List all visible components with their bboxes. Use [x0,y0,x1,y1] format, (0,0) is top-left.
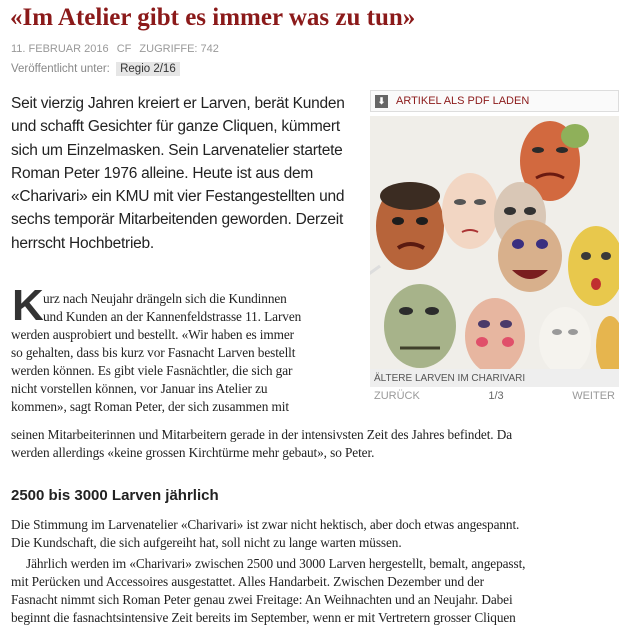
masks-photo [370,116,619,369]
gallery-photo[interactable] [370,116,619,369]
pdf-icon: ⬇ [375,95,388,108]
body-line: Jährlich werden im «Charivari» zwischen 2500 und 3000 Larven hergestellt, bemalt, angepasst, [26,556,526,571]
body-line: nicht vorstellen können, vor Januar ins Atelier zu [11,381,268,396]
mask-laughing-face [498,220,562,292]
mask-pale-face [442,173,498,249]
gallery-next-button[interactable]: WEITER [572,390,615,402]
body-line: beginnt die fasnachtsintensive Zeit bereits im September, wenn er mit Vertretern grosser Cliquen [11,610,516,625]
body-line: kommen», sagt Roman Peter, der sich zusammen mit [11,399,289,414]
body-line: so gehalten, dass bis kurz vor Fasnacht Larven bestellt [11,345,296,360]
body-line: Die Stimmung im Larvenatelier «Charivari» ist zwar nicht hektisch, aber doch etwas angespannt. [11,517,520,532]
mask-green-face [384,284,456,368]
body-line: Fasnacht nimmt sich Roman Peter genau zwei Freitage: An Weihnachten und an Neujahr. Dabei [11,592,513,607]
body-line: seinen Mitarbeiterinnen und Mitarbeitern gerade in der intensivsten Zeit des Jahres befindet. Da [11,427,513,442]
body-line: und Kunden an der Kannenfeldstrasse 11. Larven [43,309,302,324]
article-author: CF [116,43,132,55]
article-lead: Seit vierzig Jahren kreiert er Larven, berät Kunden und schafft Gesichter für ganze Cliquen, kümmert sich um Einzelmasken. Sein Larvenatelier startete Roman Peter 1976 alleine. Heute ist aus dem «Charivari» ein KMU mit vier Festangestellten und sechs temporär Mitarbeitenden geworden. Derzeit herrscht Hochbetrieb. [11,95,345,252]
pdf-download-button[interactable] [370,90,619,112]
drop-cap: K [12,281,44,330]
published-label: Veröffentlicht unter: [11,63,110,75]
image-gallery [370,90,619,405]
body-line: werden ausprobiert und bestellt. «Wir haben es immer [11,327,295,342]
section-heading: 2500 bis 3000 Larven jährlich [11,487,219,504]
article-hits: ZUGRIFFE: 742 [139,43,219,55]
body-line: urz nach Neujahr drängeln sich die Kundinnen [43,291,287,306]
body-line: Die Kundschaft, die sich aufgereiht hat, soll nicht zu lange warten müssen. [11,535,402,550]
body-line: werden allerdings «keine grossen Kirchtürme mehr gebaut», so Peter. [11,445,375,460]
gallery-nav [370,387,619,405]
body-line: mit Perücken und Accessoires ausgestattet. Alles Handarbeit. Zwischen Dezember und der [11,574,484,589]
pdf-download-label: ARTIKEL ALS PDF LADEN [396,95,530,107]
gallery-caption: ÄLTERE LARVEN IM CHARIVARI [370,369,619,387]
gallery-counter: 1/3 [488,390,504,402]
gallery-prev-button[interactable]: ZURÜCK [374,390,420,402]
published-under [11,62,180,76]
article-title: «Im Atelier gibt es immer was zu tun» [10,4,416,31]
article-meta [11,43,224,55]
body-line: werden können. Es gibt viele Fasnächtler, die sich gar [11,363,293,378]
category-link[interactable]: Regio 2/16 [116,62,180,76]
article-date: 11. FEBRUAR 2016 [11,43,109,55]
